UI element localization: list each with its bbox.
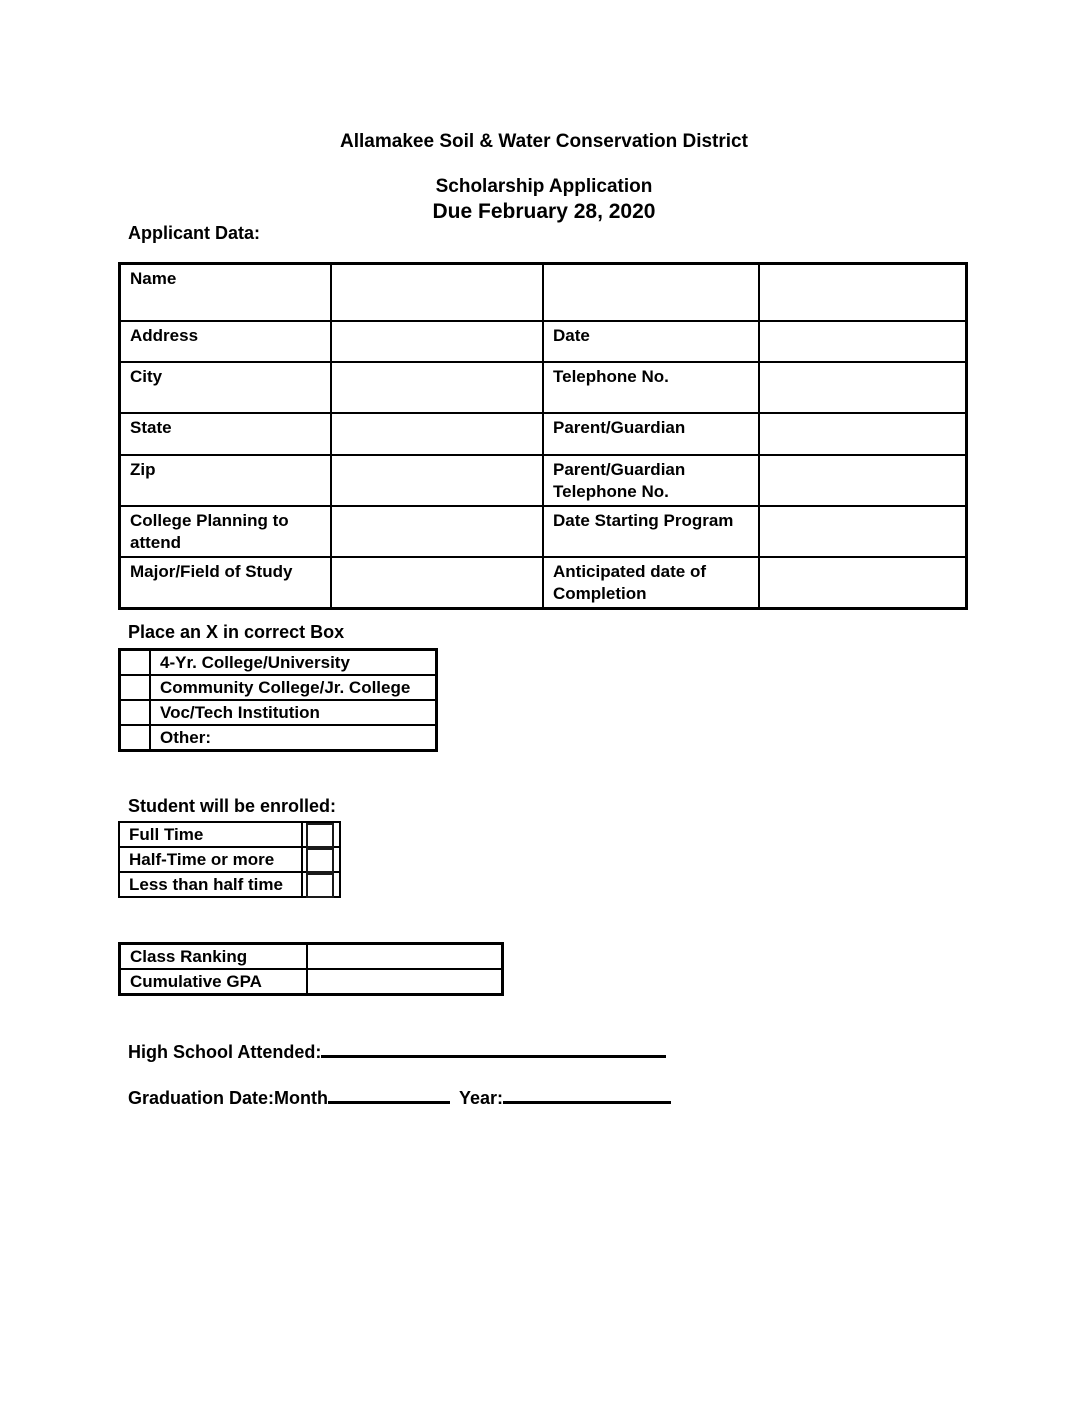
college-type-table [118, 648, 438, 752]
checkbox-community-college[interactable] [120, 675, 151, 700]
label-parent-guardian: Parent/Guardian [543, 413, 759, 455]
label-state: State [120, 413, 332, 455]
due-date: Due February 28, 2020 [432, 200, 656, 223]
checkbox-full-time[interactable] [306, 823, 334, 848]
graduation-year-label: Year: [459, 1088, 504, 1108]
table-row-zip-parent-phone [120, 455, 967, 506]
table-row-address-date [120, 321, 967, 362]
page-title: Scholarship Application [435, 176, 653, 197]
high-school-line [128, 1040, 666, 1063]
input-cumulative-gpa[interactable] [307, 969, 503, 995]
graduation-line [128, 1086, 671, 1109]
checkbox-other[interactable] [120, 725, 151, 751]
label-name: Name [120, 264, 332, 322]
label-zip: Zip [120, 455, 332, 506]
input-parent-guardian-telephone[interactable] [759, 455, 967, 506]
applicant-data-table [118, 262, 968, 610]
table-row-college-startdate [120, 506, 967, 557]
input-high-school[interactable] [321, 1040, 666, 1058]
table-row-major-completion [120, 557, 967, 609]
option-label: Full Time [119, 822, 302, 847]
label-parent-guardian-telephone: Parent/Guardian Telephone No. [543, 455, 759, 506]
college-type-row [120, 650, 437, 676]
org-name: Allamakee Soil & Water Conservation District [340, 131, 748, 152]
option-label: Voc/Tech Institution [150, 700, 437, 725]
academics-table [118, 942, 504, 996]
label-name-right [543, 264, 759, 322]
table-row-city-telephone [120, 362, 967, 413]
input-city[interactable] [331, 362, 543, 413]
option-label: 4-Yr. College/University [150, 650, 437, 676]
label-city: City [120, 362, 332, 413]
checkbox-4yr-college[interactable] [120, 650, 151, 676]
option-label: Other: [150, 725, 437, 751]
enrollment-row [119, 847, 340, 872]
academics-row [120, 969, 503, 995]
input-anticipated-completion[interactable] [759, 557, 967, 609]
label-date-starting-program: Date Starting Program [543, 506, 759, 557]
input-parent-guardian[interactable] [759, 413, 967, 455]
input-graduation-year[interactable] [503, 1086, 671, 1104]
input-zip[interactable] [331, 455, 543, 506]
college-type-row [120, 700, 437, 725]
input-state[interactable] [331, 413, 543, 455]
input-major-field[interactable] [331, 557, 543, 609]
college-type-heading: Place an X in correct Box [128, 622, 345, 642]
academics-row [120, 944, 503, 970]
table-row-name [120, 264, 967, 322]
option-label: Community College/Jr. College [150, 675, 437, 700]
input-date-starting-program[interactable] [759, 506, 967, 557]
input-telephone[interactable] [759, 362, 967, 413]
option-label: Less than half time [119, 872, 302, 897]
label-major-field: Major/Field of Study [120, 557, 332, 609]
college-type-row [120, 675, 437, 700]
label-cumulative-gpa: Cumulative GPA [120, 969, 308, 995]
checkbox-half-time[interactable] [306, 848, 334, 873]
enrollment-table [118, 821, 341, 898]
option-label: Half-Time or more [119, 847, 302, 872]
label-anticipated-completion: Anticipated date of Completion [543, 557, 759, 609]
enrollment-row [119, 822, 340, 847]
checkbox-less-than-half[interactable] [306, 873, 334, 898]
college-type-row [120, 725, 437, 751]
high-school-label: High School Attended: [128, 1042, 322, 1062]
checkbox-voc-tech[interactable] [120, 700, 151, 725]
input-name-right[interactable] [759, 264, 967, 322]
input-graduation-month[interactable] [328, 1086, 450, 1104]
graduation-month-label: Graduation Date:Month [128, 1088, 328, 1108]
label-date: Date [543, 321, 759, 362]
label-college-planning: College Planning to attend [120, 506, 332, 557]
input-college-planning[interactable] [331, 506, 543, 557]
label-telephone: Telephone No. [543, 362, 759, 413]
input-address[interactable] [331, 321, 543, 362]
input-name[interactable] [331, 264, 543, 322]
input-class-ranking[interactable] [307, 944, 503, 970]
label-address: Address [120, 321, 332, 362]
label-class-ranking: Class Ranking [120, 944, 308, 970]
enrollment-heading: Student will be enrolled: [128, 796, 337, 816]
input-date[interactable] [759, 321, 967, 362]
enrollment-row [119, 872, 340, 897]
table-row-state-parent [120, 413, 967, 455]
applicant-data-heading: Applicant Data: [128, 223, 261, 243]
